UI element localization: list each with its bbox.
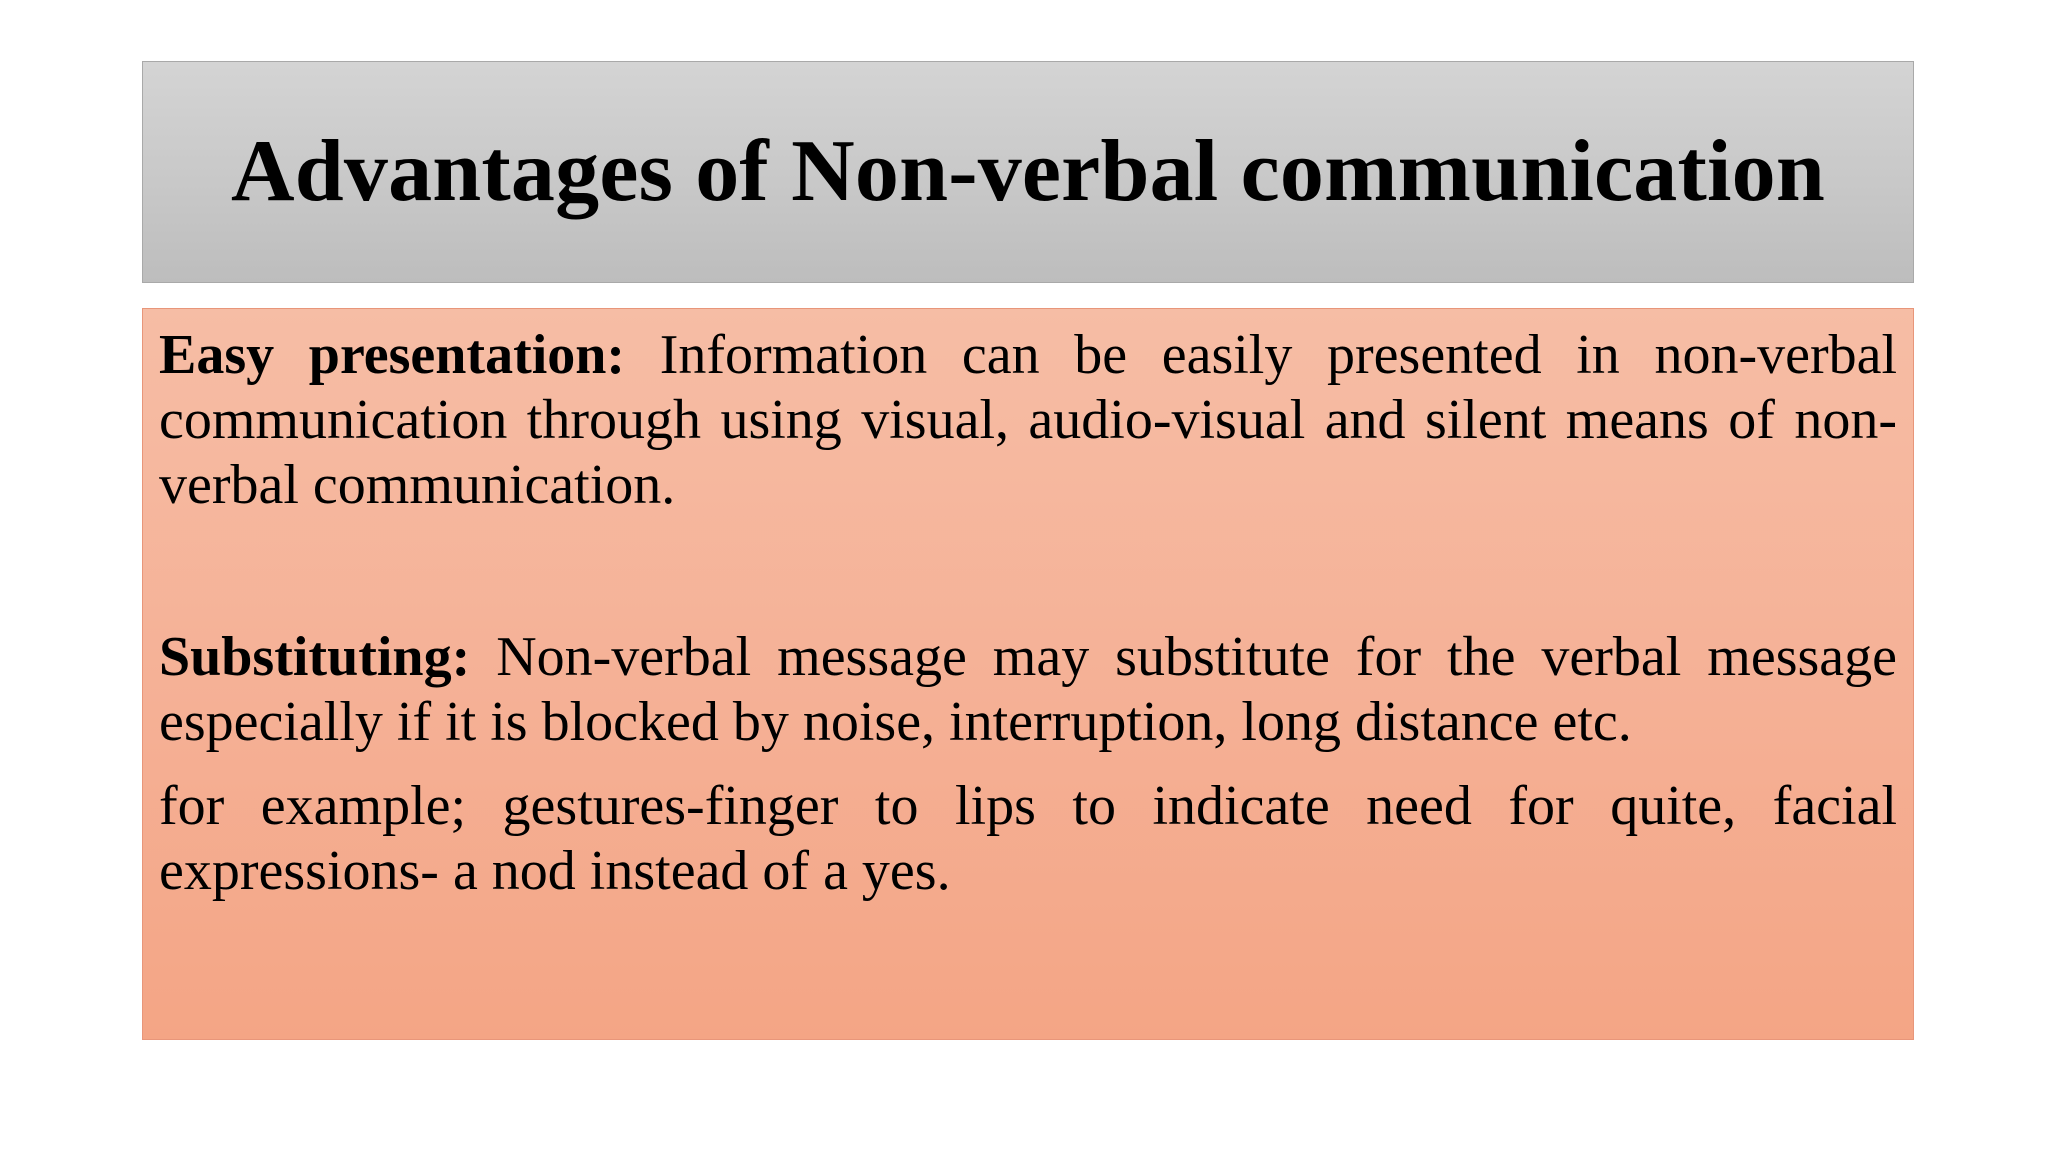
paragraph-substituting: [159, 625, 1897, 755]
title-box: [142, 61, 1914, 283]
paragraph-text: Information can be easily presented in non-verbal communication through using visual, audio-visual and silent means of non-verbal communication.: [159, 324, 1898, 516]
paragraph-label: Substituting:: [159, 626, 471, 688]
paragraph-example: [159, 774, 1897, 904]
paragraph-text: Non-verbal message may substitute for the verbal message especially if it is blocked by noise, interruption, long distance etc.: [159, 626, 1897, 753]
paragraph-label: Easy presentation:: [159, 324, 626, 386]
slide-title: Advantages of Non-verbal communication: [230, 123, 1825, 220]
paragraph-text: for example; gestures-finger to lips to indicate need for quite, facial expressions- a nod instead of a yes.: [159, 775, 1897, 902]
paragraph-easy-presentation: [159, 323, 1897, 518]
content-box: [142, 308, 1914, 1040]
